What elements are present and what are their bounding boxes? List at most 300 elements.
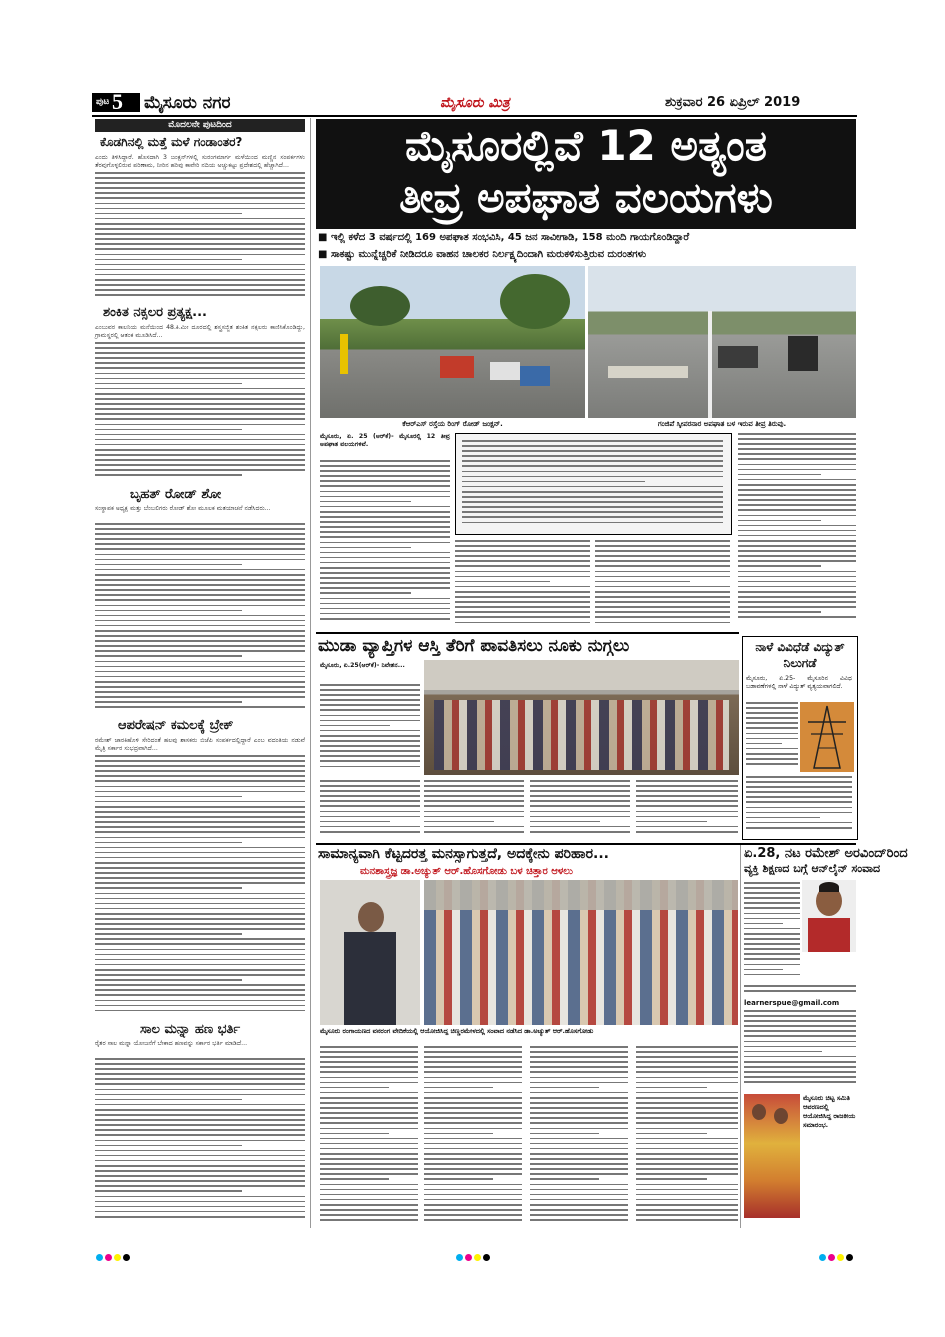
text-line [595,560,730,562]
text-line [455,540,590,542]
text-line [95,1129,305,1131]
text-line [95,449,305,451]
text-line [746,807,852,809]
text-line [738,596,856,598]
ramesh-email[interactable]: learnerspue@gmail.com [744,999,840,1007]
text-line [95,223,305,225]
text-line [95,989,305,991]
text-line [636,790,738,792]
text-line [95,1078,305,1080]
lead-deck-1-text: ಇಲ್ಲಿ ಕಳೆದ 3 ವರ್ಷದಲ್ಲಿ 169 ಅಪಘಾತ ಸಂಭವಿಸಿ, 45 ಜನ ಸಾವೀಗಾಡಿ, 158 ಮಂದಿ ಗಾಯಗೊಂಡಿದ್ದಾರೆ [330,232,690,243]
left-story-loan-body [95,1058,305,1223]
text-line [95,533,305,535]
text-line [530,1128,628,1130]
text-line [95,842,242,844]
text-line [95,780,305,782]
text-line [95,357,305,359]
text-line [95,928,305,930]
text-line [744,1035,856,1037]
text-line [95,765,305,767]
text-line [636,800,738,802]
text-line [95,1099,242,1101]
text-line [744,1076,856,1078]
text-line [320,511,450,513]
text-line [95,1000,305,1002]
text-line [455,565,590,567]
text-line [744,887,800,889]
text-line [738,433,856,435]
text-line [455,611,590,613]
text-line [738,499,856,501]
text-line [746,763,798,765]
text-line [95,454,305,456]
text-line [95,974,305,976]
text-line [744,1066,856,1068]
text-line [455,576,590,578]
text-line [738,576,856,578]
text-line [636,1173,738,1175]
text-line [95,192,305,194]
power-headline: ನಾಳೆ ವಿವಿಧೆಡೆ ವಿದ್ಯುತ್ ನಿಲುಗಡೆ [755,640,845,670]
text-line [320,567,450,569]
text-line [462,496,723,498]
text-line [595,550,730,552]
text-line [320,552,450,554]
continued-label: ಮೊದಲನೇ ಪುಟದಿಂದ [168,120,232,130]
text-line [95,938,305,940]
text-line [95,706,305,708]
text-line [738,550,856,552]
text-line [95,681,305,683]
text-line [455,601,590,603]
text-line [320,1184,418,1186]
text-line [95,1094,305,1096]
text-line [636,1184,738,1186]
text-line [95,1089,305,1091]
text-line [424,1163,522,1165]
text-line [530,831,630,833]
text-line [95,1068,305,1070]
text-line [95,898,305,900]
lead-headline-line2: ತೀವ್ರ ಅಪಘಾತ ವಲಯಗಳು [399,173,773,222]
text-line [95,569,305,571]
text-line [95,605,305,607]
lead-photo-junction [320,266,585,418]
text-line [424,1056,522,1058]
text-line [320,1138,418,1140]
text-line [320,785,420,787]
text-line [95,1140,305,1142]
text-line [95,1155,305,1157]
text-line [636,1214,738,1216]
text-line [320,735,420,737]
text-line [320,699,420,701]
text-line [636,816,738,818]
text-line [95,1170,305,1172]
text-line [424,780,524,782]
ramesh-text-1 [744,882,800,982]
text-line [424,1061,522,1063]
text-line [746,822,852,824]
text-line [95,388,305,390]
text-line [738,443,856,445]
lead-deck-1 [318,232,856,246]
text-line [424,1102,522,1104]
text-line [320,475,450,477]
ramesh-text-2 [744,985,856,997]
text-line [95,1010,305,1012]
text-line [455,550,590,552]
text-line [95,474,242,476]
text-line [320,720,420,722]
text-line [320,1051,418,1053]
masthead: ಮೈಸೂರು ಮಿತ್ರ [440,95,510,111]
text-line [424,1138,522,1140]
text-line [636,826,738,828]
text-line [636,1117,738,1119]
registration-dot-cyan [819,1254,826,1261]
text-line [744,892,800,894]
text-line [95,676,305,678]
text-line [530,1209,628,1211]
text-line [320,501,411,503]
text-line [636,805,738,807]
text-line [424,1077,522,1079]
text-line [744,1081,856,1083]
text-line [530,795,630,797]
text-line [530,805,630,807]
text-line [455,571,590,573]
text-line [424,1051,522,1053]
registration-dot-black [846,1254,853,1261]
text-line [320,1071,418,1073]
text-line [636,1056,738,1058]
mental-photo-speaker [320,880,420,1025]
text-line [738,525,856,527]
text-line [738,571,856,573]
text-line [320,526,450,528]
text-line [95,254,305,256]
text-line [746,781,852,783]
text-line [320,750,420,752]
muda-text-col3 [424,780,524,840]
text-line [738,586,856,588]
text-line [744,985,856,987]
left-headline-naxal: ಶಂಕಿತ ನಕ್ಸಲರ ಪ್ರತ್ಯಕ್ಷ... [103,305,207,320]
text-line [746,786,852,788]
text-line [95,177,305,179]
text-line [95,770,305,772]
text-line [636,1066,738,1068]
text-line [595,601,730,603]
text-line [95,279,305,281]
text-line [462,501,723,503]
text-line [530,1143,628,1145]
text-line [636,821,707,823]
text-line [462,486,723,488]
text-line [738,535,856,537]
text-line [95,645,305,647]
text-line [320,480,450,482]
text-line [320,740,420,742]
text-line [320,577,450,579]
text-line [595,616,730,618]
text-line [320,1204,418,1206]
text-line [95,872,305,874]
text-line [95,1058,305,1060]
text-line [95,954,305,956]
text-line [738,591,856,593]
text-line [636,1163,738,1165]
registration-dot-magenta [105,1254,112,1261]
text-line [744,1061,856,1063]
text-line [746,717,798,719]
text-line [95,862,305,864]
text-line [530,1214,628,1216]
registration-dot-magenta [828,1254,835,1261]
text-line [320,1087,389,1089]
text-line [320,1122,418,1124]
registration-dot-black [483,1254,490,1261]
text-line [95,786,305,788]
text-line [424,1046,522,1048]
mental-sub: ಮನಶಾಸ್ತ್ರಜ್ಞ ಡಾ.ಅಚ್ಯುತ್ ಆರ್.ಹೊಸಗೋಡು ಬಳ ಚಿತ್ತಾರ ಆಳಲು [360,866,573,877]
text-line [595,545,730,547]
text-line [95,984,305,986]
text-line [636,1199,738,1201]
text-line [746,776,852,778]
text-line [95,459,305,461]
text-line [95,1165,305,1167]
text-line [320,704,420,706]
text-line [320,506,450,508]
text-line [636,1087,707,1089]
text-line [424,1082,522,1084]
text-line [95,403,305,405]
text-line [595,596,730,598]
text-line [530,785,630,787]
text-line [95,523,305,525]
text-line [95,1083,305,1085]
text-line [462,516,723,518]
text-line [530,780,630,782]
text-line [424,1199,522,1201]
text-line [95,852,305,854]
text-line [320,572,450,574]
text-line [320,496,450,498]
registration-dot-cyan [456,1254,463,1261]
power-tower-photo [800,702,854,772]
left-story-naxal: ಎಂಬುವರ ಕಾಲನಿಯ ಮನೆಯಿಂದ 48.ಕಿ.ಮೀ ದೂರದಲ್ಲಿ ಶಸ್ತ್ರಸಜ್ಜಿತ ಶಂಕಿತ ನಕ್ಸಲರು ಕಾಣಿಸಿಕೊಂಡಿದ್ದು, ಗ್ರಾಮಸ್ಥರಲ್ಲಿ ಆತಂಕ ಮೂಡಿಸಿದೆ... [95,324,305,340]
text-line [320,582,450,584]
text-line [455,586,590,588]
lead-text-col4 [738,433,856,625]
muda-text-col4 [530,780,630,840]
text-line [95,383,242,385]
text-line [636,1168,738,1170]
text-line [95,847,305,849]
text-line [424,1148,522,1150]
text-line [95,811,305,813]
text-line [636,785,738,787]
power-text-left [746,702,798,772]
text-line [95,408,305,410]
text-line [320,547,411,549]
text-line [530,1112,628,1114]
text-line [744,933,800,935]
text-line [595,622,730,624]
text-line [95,994,305,996]
text-line [95,579,305,581]
text-line [595,611,730,613]
text-line [738,494,856,496]
text-line [320,1056,418,1058]
text-line [95,228,305,230]
text-line [746,817,820,819]
text-line [95,182,305,184]
text-line [320,618,450,620]
text-line [320,1097,418,1099]
text-line [744,928,800,930]
text-line [95,538,305,540]
right-column-divider [740,845,741,1228]
text-line [95,837,305,839]
text-line [462,491,723,493]
text-line [320,745,420,747]
text-line [530,1219,628,1221]
text-line [530,790,630,792]
text-line [95,1206,305,1208]
text-line [320,790,420,792]
text-line [746,727,798,729]
text-line [530,1097,628,1099]
registration-marks-left [95,1246,131,1265]
text-line [320,1112,418,1114]
text-line [320,1219,418,1221]
muda-text-col5 [636,780,738,840]
text-line [424,831,524,833]
text-line [595,581,690,583]
text-line [746,702,798,704]
text-line [636,1148,738,1150]
text-line [636,1219,738,1221]
text-line [320,1163,418,1165]
text-line [95,594,305,596]
text-line [320,1209,418,1211]
text-line [744,902,800,904]
text-line [530,1173,628,1175]
text-line [320,1194,418,1196]
text-line [746,827,852,829]
section-title: ಮೈಸೂರು ನಗರ [144,93,231,113]
text-line [95,908,305,910]
text-line [320,1082,418,1084]
text-line [320,1046,418,1048]
text-line [744,1056,856,1058]
text-line [95,347,305,349]
text-line [95,269,305,271]
text-line [636,1102,738,1104]
ramesh-text-3 [744,1010,856,1090]
text-line [320,1214,418,1216]
text-line [95,367,305,369]
text-line [95,801,305,803]
text-line [95,464,305,466]
power-text-bottom [746,776,852,834]
mental-caption: ಮೈಸೂರು ರಂಗಾಯಣದ ವನರಂಗ ವೇದಿಕೆಯಲ್ಲಿ ಆಯೋಜಿಸಿದ್ದ ಚಿಣ್ಣರಮೇಳದಲ್ಲಿ ಸಂವಾದ ನಡೆಸಿದ ಡಾ.ಅಚ್ಯುತ್ ಆರ್.ಹೊಸಗೋಡು [320,1027,594,1035]
text-line [95,1216,305,1218]
text-line [636,1077,738,1079]
text-line [95,1201,305,1203]
text-line [424,1209,522,1211]
text-line [95,826,305,828]
text-line [636,831,738,833]
text-line [738,474,821,476]
text-line [744,1046,856,1048]
text-line [462,465,723,467]
text-line [744,918,800,920]
text-line [424,1178,493,1180]
text-line [424,1158,522,1160]
text-line [595,576,730,578]
text-line [320,816,420,818]
text-line [95,661,305,663]
text-line [95,1180,305,1182]
text-line [636,1133,707,1135]
text-line [95,635,305,637]
text-line [95,625,305,627]
text-line [95,543,305,545]
text-line [95,791,305,793]
text-line [530,1138,628,1140]
text-line [320,1173,418,1175]
text-line [738,484,856,486]
text-line [462,455,723,457]
text-line [636,1092,738,1094]
text-line [462,460,723,462]
text-line [455,622,590,624]
left-story-operation-body [95,755,305,1020]
text-line [530,1204,628,1206]
text-line [95,877,305,879]
text-line [320,485,450,487]
text-line [95,172,305,174]
text-line [95,197,305,199]
text-line [636,780,738,782]
text-line [462,471,723,473]
text-line [636,1158,738,1160]
text-line [95,1175,305,1177]
text-line [95,867,305,869]
lead-text-col2 [455,540,590,628]
text-line [530,1158,628,1160]
text-line [320,598,450,600]
text-line [95,1150,305,1152]
text-line [95,775,305,777]
text-line [424,1087,493,1089]
bottom-photo-garland [744,1094,800,1218]
text-line [424,1219,522,1221]
text-line [744,1020,856,1022]
text-line [424,816,524,818]
text-line [95,238,305,240]
page-number: 5 [112,89,123,114]
lead-dateline: ಮೈಸೂರು, ಏ. 25 (ಆರ್‌ಕೆ)- ಮೈಸೂರಲ್ಲಿ 12 ತೀವ್ರ ಅಪಘಾತ ವಲಯಗಳಿವೆ. [320,433,450,449]
text-line [320,831,420,833]
mental-text-col2 [424,1046,522,1226]
text-line [424,1194,522,1196]
text-line [95,969,305,971]
